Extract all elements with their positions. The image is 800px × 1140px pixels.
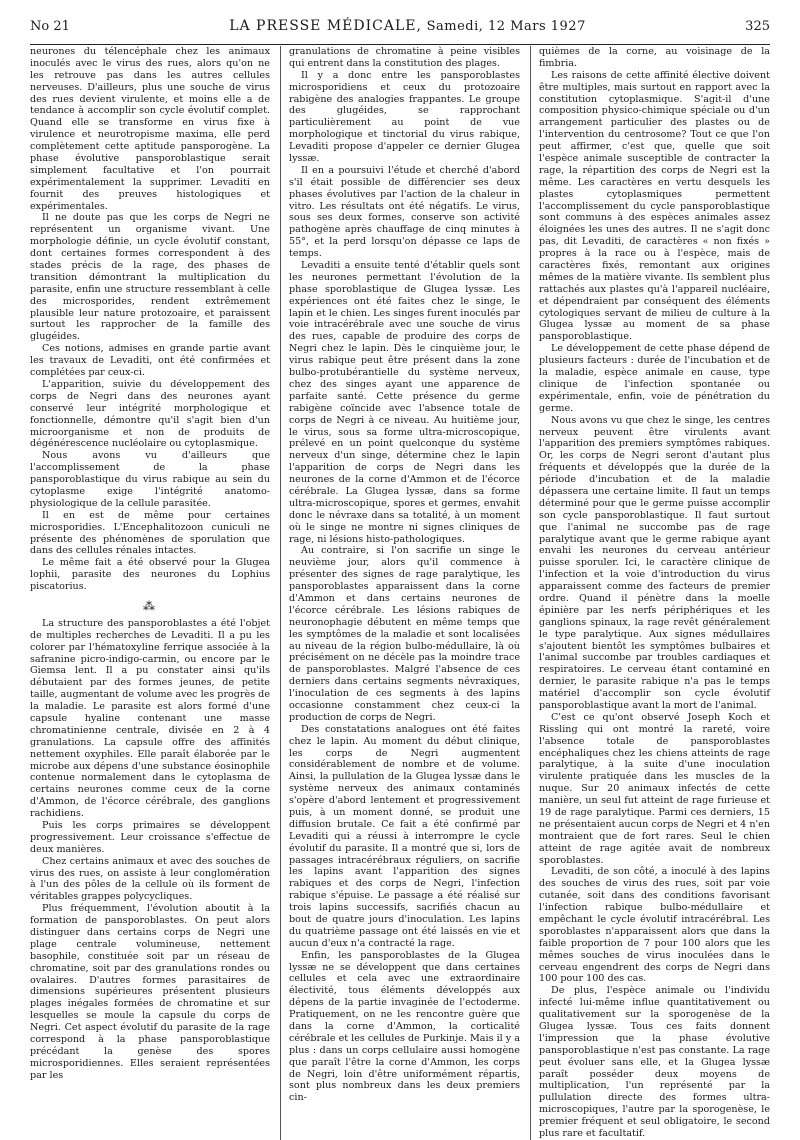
journal-title: LA PRESSE MÉDICALE,: [229, 18, 422, 34]
paragraph: Les raisons de cette affinité élective doivent être multiples, mais surtout en rapport avec la constitution cytoplasmique. S'agit-il d'une composition physico-chimique spéciale ou d'un arrangement particulier des plastes ou de l'intervention du centrosome? Tout ce que l'on peut affirmer, c'est que, quelle que soit l'espèce animale susceptible de contracter la rage, la répartition des corps de Negri est la même. Les caractères en vertu desquels les plastes cytoplasmiques permettent l'accomplissement du cycle pansporoblastique sont communs à des espèces animales assez éloignées les unes des autres. Il ne s'agit donc pas, dit Levaditi, de caractères « non fixés » propres à la race ou à l'espèce, mais de caractères fixés, remontant aux origines mêmes de la matière vivante. Ils semblent plus rattachés aux plastes qu'à l'appareil nucléaire, et dépendraient par conséquent des éléments cytologiques servant de milieu de culture à la Glugea lyssæ au moment de sa phase pansporoblastique.: [539, 69, 770, 343]
paragraph: L'apparition, suivie du développement des corps de Negri dans des neurones ayant conservé leur intégrité morphologique et fonctionnelle, démontre qu'il s'agit bien d'un microorganisme et non de produits de dégénérescence nucléolaire ou cytoplasmique.: [30, 378, 270, 450]
paragraph: Il ne doute pas que les corps de Negri ne représentent un organisme vivant. Une morphologie définie, un cycle évolutif constant, dont certaines formes correspondent à des stades précis de la rage, des phases de transition démontrant la multiplication du parasite, enfin une structure ressemblant à celle des microsporides, rendent extrêmement plausible leur nature protozoaire, et paraissent surtout les rapprocher de la famille des glugéides.: [30, 212, 270, 343]
column-3: [530, 46, 770, 1140]
paragraph: Il en est de même pour certaines microsporidies. L'Encephalitozoon cuniculi ne présente des phénomènes de sporulation que dans des cellules rénales intactes.: [30, 509, 270, 557]
paragraph: Chez certains animaux et avec des souches de virus des rues, on assiste à leur conglomération à l'un des pôles de la cellule où ils forment de véritables grappes polycycliques.: [30, 855, 270, 903]
paragraph: Il en a poursuivi l'étude et cherché d'abord s'il était possible de différencier ses deux phases évolutives par l'action de la chaleur in vitro. Les résultats ont été négatifs. Le virus, sous ses deux formes, conserve son activité pathogène après chauffage de cinq minutes à 55°, et la perd lorsqu'on dépasse ce laps de temps.: [289, 164, 520, 260]
page-number: 325: [745, 19, 770, 34]
paragraph: Levaditi, de son côté, a inoculé à des lapins des souches de virus des rues, soit par voie cutanée, soit dans des conditions favorisant l'infection rabique bulbo-médullaire et empêchant le cycle évolutif intracérébral. Les sporoblastes n'apparaissent alors que dans la faible proportion de 7 pour 100 alors que les mêmes souches de virus inoculées dans le cerveau engendrent des corps de Negri dans 100 pour 100 des cas.: [539, 866, 770, 985]
column-2: [280, 46, 520, 1140]
article-body: [30, 46, 770, 1140]
paragraph: La structure des pansporoblastes a été l'objet de multiples recherches de Levaditi. Il a pu les colorer par l'hématoxyline ferrique associée à la safranine picro-indigo-carmin, ou encore par le Giemsa lent. Il a pu constater ainsi qu'ils débutaient par des formes jeunes, de petite taille, augmentant de volume avec les progrès de la maladie. Le parasite est alors formé d'une capsule hyaline contenant une masse chromatinienne centrale, divisée en 2 à 4 granulations. La capsule offre des affinités nettement oxyphiles. Elle paraît élaborée par le microbe aux dépens d'une substance éosinophile contenue normalement dans le cytoplasma de certains neurones comme ceux de la corne d'Ammon, de l'écorce cérébrale, des ganglions rachidiens.: [30, 617, 271, 820]
paragraph: granulations de chromatine à peine visibles qui entrent dans la constitution des plages.: [289, 46, 520, 69]
issue-number: No 21: [30, 19, 70, 34]
paragraph: Enfin, les pansporoblastes de la Glugea lyssæ ne se développent que dans certaines cellules et cela avec une extraordinaire électivité, tous éléments développés aux dépens de la partie invaginée de l'ectoderme. Pratiquement, on ne les rencontre guère que dans la corne d'Ammon, la corticalité cérébrale et les cellules de Purkinje. Mais il y a plus : dans un corps cellulaire aussi homogène que paraît l'être la corne d'Ammon, les corps de Negri, loin d'être uniformément répartis, sont plus nombreux dans les deux premiers cin-: [289, 949, 520, 1104]
paragraph: quièmes de la corne, au voisinage de la fimbria.: [539, 46, 770, 69]
paragraph: Plus fréquemment, l'évolution aboutit à la formation de pansporoblastes. On peut alors distinguer dans certains corps de Negri une plage centrale volumineuse, nettement basophile, constituée soit par un réseau de chromatine, soit par des granulations rondes ou ovalaires. D'autres formes parasitaires de dimensions supérieures présentent plusieurs plages inégales formées de chromatine et sur lesquelles se moule la capsule du corps de Negri. Cet aspect évolutif du parasite de la rage correspond à la phase pansporoblastique précédant la genèse des spores microsporidiennes. Elles seraient représentées par les: [30, 903, 270, 1081]
paragraph: De plus, l'espèce animale ou l'individu infecté lui-même influe quantitativement ou qualitativement sur la sporogenèse de la Glugea lyssæ. Tous ces faits donnent l'impression que la phase évolutive pansporoblastique n'est pas constante. La rage peut évoluer sans elle, et la Glugea lyssæ paraît posséder deux moyens de multiplication, l'un représenté par la pullulation directe des formes ultra-microscopiques, l'autre par la sporogenèse, le premier fréquent et seul obligatoire, le second plus rare et facultatif.: [539, 985, 770, 1140]
column-1: [30, 46, 270, 1140]
paragraph: Des constatations analogues ont été faites chez le lapin. Au moment du début clinique, les corps de Negri augmentent considérablement de nombre et de volume. Ainsi, la pullulation de la Glugea lyssæ dans le système nerveux des animaux contaminés s'opère d'abord lentement et progressivement puis, à un moment donné, se produit une diffusion brutale. Ce fait a été confirmé par Levaditi qui a réussi à interrompre le cycle évolutif du parasite. Il a montré que si, lors de passages intracérébraux réguliers, on sacrifie les lapins avant l'apparition des signes rabiques et des corps de Negri, l'infection rabique s'épuise. Le passage a été réalisé sur trois lapins successifs, sacrifiés chacun au bout de quatre jours d'inoculation. Les lapins du quatrième passage ont été laissés en vie et aucun d'eux n'a contracté la rage.: [289, 723, 520, 949]
paragraph: Le même fait a été observé pour la Glugea lophii, parasite des neurones du Lophius piscatorius.: [30, 557, 270, 593]
page-header: [30, 18, 770, 45]
issue-date: Samedi, 12 Mars 1927: [426, 19, 586, 34]
paragraph: Nous avons vu d'ailleurs que l'accomplissement de la phase pansporoblastique du virus rabique au sein du cytoplasme exige l'intégrité anatomo-physiologique de la cellule parasitée.: [30, 450, 270, 509]
paragraph: Levaditi a ensuite tenté d'établir quels sont les neurones permettant l'évolution de la phase sporoblastique de Glugea lyssæ. Les expériences ont été faites chez le singe, le lapin et le chien. Les singes furent inoculés par voie intracérébrale avec une souche de virus des rues, capable de produire des corps de Negri chez le lapin. Dès le cinquième jour, le virus rabique peut être présent dans la zone bulbo-protubérantielle du système nerveux, chez des singes ayant une apparence de parfaite santé. Cette présence du germe rabigène coïncide avec l'absence totale de corps de Negri à ce niveau. Au huitième jour, le virus, sous sa forme ultra-microscopique, prélevé en un point quelconque du système nerveux d'un singe, détermine chez le lapin l'apparition de corps de Negri dans les neurones de la corne d'Ammon et de l'écorce cérébrale. La Glugea lyssæ, dans sa forme ultra-microscopique, spores et germes, envahit donc le névraxe dans sa totalité, à un moment où le singe ne montre ni signes cliniques de rage, ni lésions histo-pathologiques.: [289, 260, 520, 545]
paragraph: Nous avons vu que chez le singe, les centres nerveux peuvent être virulents avant l'apparition des premiers symptômes rabiques. Or, les corps de Negri seront d'autant plus fréquents et développés que la durée de la période d'incubation et de la maladie dépassera une certaine limite. Il faut un temps déterminé pour que le germe puisse accomplir son cycle pansporoblastique. Il faut surtout que l'animal ne succombe pas de rage paralytique avant que le germe rabique ayant envahi les neurones du cerveau antérieur puisse sporuler. Ici, le caractère clinique de l'infection et la voie d'introduction du virus apparaissent comme des facteurs de premier ordre. Quand il pénètre dans la moelle épinière par les nerfs périphériques et les ganglions spinaux, la rage revêt généralement le type paralytique. Aux signes médullaires s'ajoutent bientôt les symptômes bulbaires et l'animal succombe par troubles cardiaques et respiratoires. Le cerveau étant contaminé en dernier, le parasite rabique n'a pas le temps matériel d'accomplir son cycle évolutif pansporoblastique avant la mort de l'animal.: [539, 414, 770, 711]
paragraph: neurones du télencéphale chez les animaux inoculés avec le virus des rues, alors qu'on ne les retrouve pas dans les autres cellules nerveuses. D'ailleurs, plus une souche de virus des rues devient virulente, et moins elle a de tendance à accomplir son cycle évolutif complet. Quand elle se transforme en virus fixe à virulence et neurotropisme maxima, elle perd complètement cette aptitude pansporogène. La phase évolutive pansporoblastique serait simplement facultative et l'on pourrait expérimentalement la supprimer. Levaditi en fournit des preuves histologiques et expérimentales.: [30, 46, 270, 212]
paragraph: Il y a donc entre les pansporoblastes microsporidiens et ceux du protozoaire rabigène des analogies frappantes. Le groupe des glugéides, se rapprochant particulièrement au point de vue morphologique et tinctorial du virus rabique, Levaditi propose d'appeler ce dernier Glugea lyssæ.: [289, 69, 520, 165]
paragraph: Ces notions, admises en grande partie avant les travaux de Levaditi, ont été confirmées et complétées par ceux-ci.: [30, 343, 270, 379]
paragraph: Au contraire, si l'on sacrifie un singe le neuvième jour, alors qu'il commence à présenter des signes de rage paralytique, les pansporoblastes apparaissent dans la corne d'Ammon et dans certains neurones de l'écorce cérébrale. Les lésions rabiques de neuronophagie débutent en même temps que les symptômes de la maladie et sont localisées au niveau de la région bulbo-médullaire, là où précisément on ne décèle pas la moindre trace de pansporoblastes. Malgré l'absence de ces derniers dans certains segments névraxiques, l'inoculation de ces segments à des lapins occasionne constamment chez ceux-ci la production de corps de Negri.: [289, 545, 520, 723]
paragraph: C'est ce qu'ont observé Joseph Koch et Rissling qui ont montré la rareté, voire l'absence totale de pansporoblastes encéphaliques chez les chiens atteints de rage paralytique, à la suite d'une inoculation virulente pratiquée dans les muscles de la nuque. Sur 20 animaux infectés de cette manière, un seul fut atteint de rage furieuse et 19 de rage paralytique. Parmi ces derniers, 15 ne présentaient aucun corps de Negri et 4 n'en montraient que de fort rares. Seul le chien atteint de rage agitée avait de nombreux sporoblastes.: [539, 711, 770, 866]
section-separator: ⁂: [143, 598, 157, 613]
paragraph: Le développement de cette phase dépend de plusieurs facteurs : durée de l'incubation et de la maladie, espèce animale en cause, type clinique de l'infection spontanée ou expérimentale, enfin, voie de pénétration du germe.: [539, 343, 770, 414]
paragraph: Puis les corps primaires se développent progressivement. Leur croissance s'effectue de deux manières.: [30, 819, 270, 855]
journal-masthead: [229, 18, 586, 34]
